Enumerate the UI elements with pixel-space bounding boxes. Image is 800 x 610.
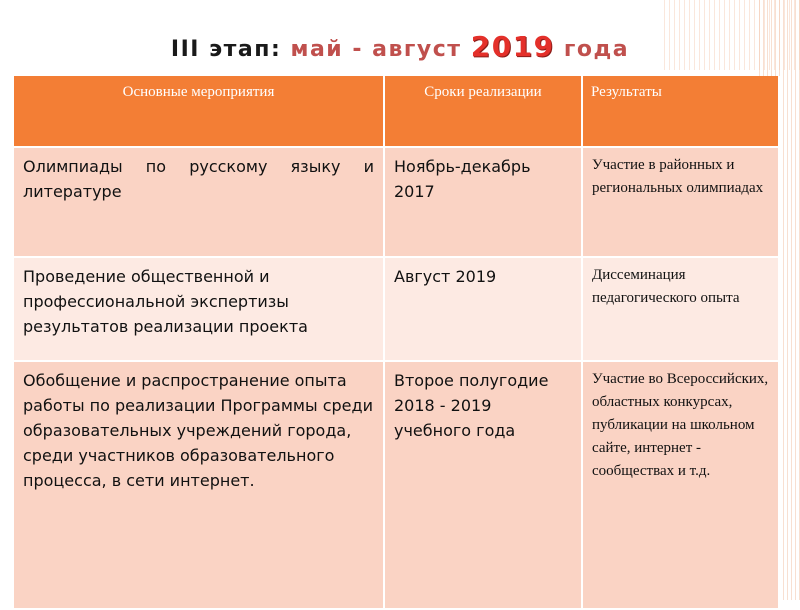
slide-title	[0, 30, 800, 70]
row-result: Диссеминация педагогического опыта	[582, 257, 779, 361]
title-year: 2019	[470, 30, 555, 63]
header-results: Результаты	[582, 76, 779, 147]
row-term: Второе полугодие 2018 - 2019 учебного года	[384, 361, 582, 609]
table-row	[14, 361, 779, 609]
plan-table-container	[14, 76, 779, 610]
title-period: май - август	[290, 37, 462, 62]
row-activity: Обобщение и распространение опыта работы по реализации Программы среди образовательных учреждений города, среди участников образовательного процесса, в сети интернет.	[14, 361, 384, 609]
title-word: этап	[209, 37, 271, 62]
row-term: Ноябрь-декабрь 2017	[384, 147, 582, 257]
row-activity: Олимпиады по русскому языку и литературе	[14, 147, 384, 257]
title-colon: :	[270, 37, 282, 62]
title-suffix: года	[563, 37, 630, 62]
header-terms: Сроки реализации	[384, 76, 582, 147]
title-stage: III	[170, 37, 200, 62]
row-term: Август 2019	[384, 257, 582, 361]
table-header-row	[14, 76, 779, 147]
table-row	[14, 147, 779, 257]
row-result: Участие во Всероссийских, областных конкурсах, публикации на школьном сайте, интернет - сообществах и т.д.	[582, 361, 779, 609]
table-row	[14, 257, 779, 361]
plan-table	[14, 76, 780, 610]
header-activities: Основные мероприятия	[14, 76, 384, 147]
row-result: Участие в районных и региональных олимпиадах	[582, 147, 779, 257]
row-activity: Проведение общественной и профессиональной экспертизы результатов реализации проекта	[14, 257, 384, 361]
